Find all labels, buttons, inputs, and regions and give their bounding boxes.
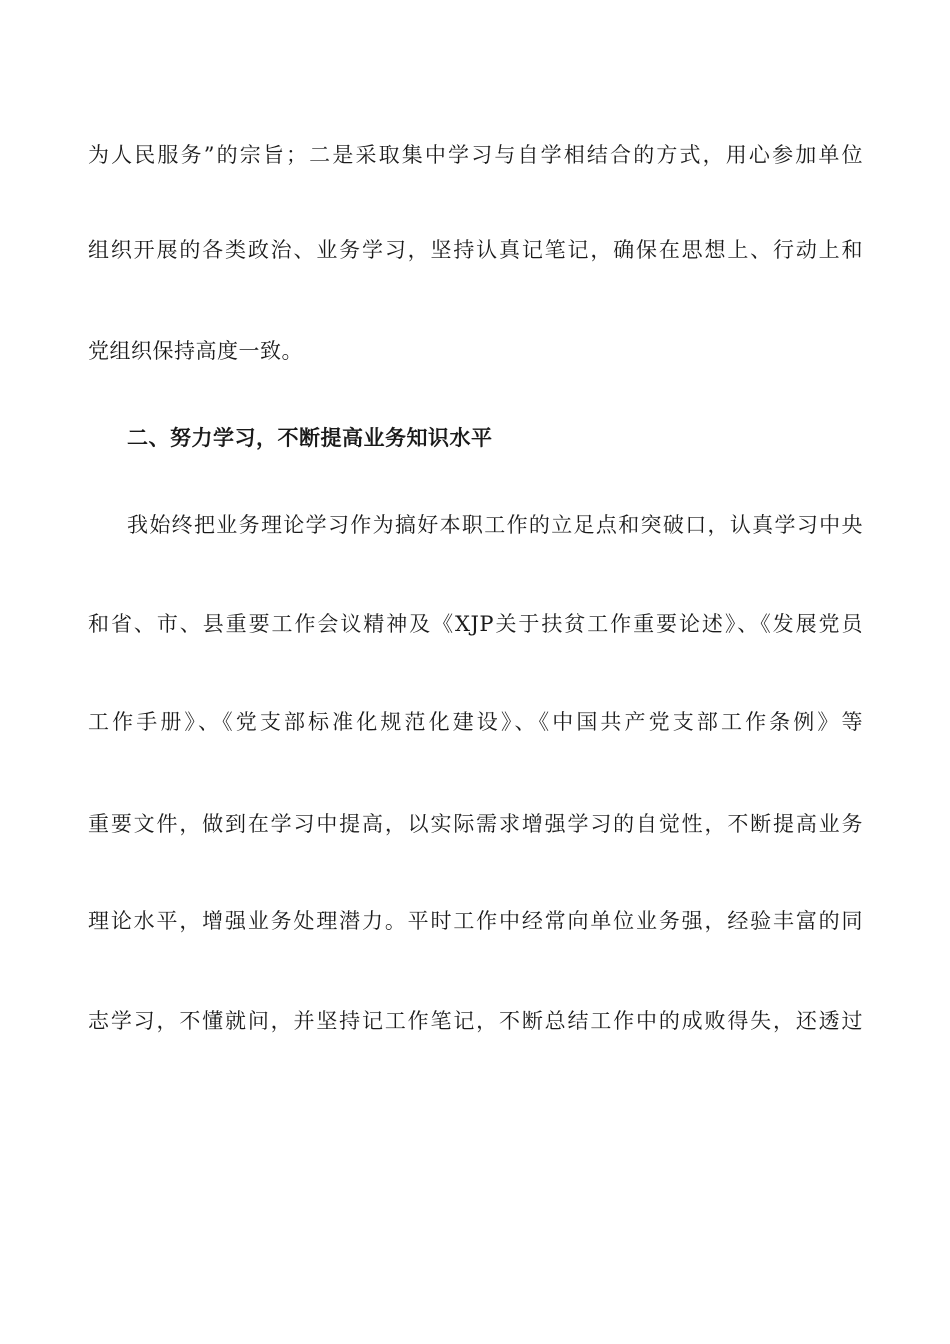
paragraph1-line-2: 组织开展的各类政治、业务学习，坚持认真记笔记，确保在思想上、行动上和 xyxy=(88,238,863,262)
paragraph1-line-3: 党组织保持高度一致。 xyxy=(88,339,303,363)
section-heading: 二、努力学习，不断提高业务知识水平 xyxy=(127,425,493,450)
paragraph2-line-6: 志学习，不懂就问，并坚持记工作笔记，不断总结工作中的成败得失，还透过 xyxy=(88,1009,863,1033)
paragraph2-line-5: 理论水平，增强业务处理潜力。平时工作中经常向单位业务强，经验丰富的同 xyxy=(88,909,863,933)
paragraph2-line-4: 重要文件，做到在学习中提高，以实际需求增强学习的自觉性，不断提高业务 xyxy=(88,812,863,836)
paragraph2-line-3: 工作手册》、《党支部标准化规范化建设》、《中国共产党支部工作条例》等 xyxy=(88,710,863,734)
paragraph2-line-1: 我始终把业务理论学习作为搞好本职工作的立足点和突破口，认真学习中央 xyxy=(127,513,863,537)
paragraph1-line-1: 为人民服务”的宗旨；二是采取集中学习与自学相结合的方式，用心参加单位 xyxy=(88,143,863,167)
paragraph2-line-2: 和省、市、县重要工作会议精神及《XJP关于扶贫工作重要论述》、《发展党员 xyxy=(88,612,863,636)
